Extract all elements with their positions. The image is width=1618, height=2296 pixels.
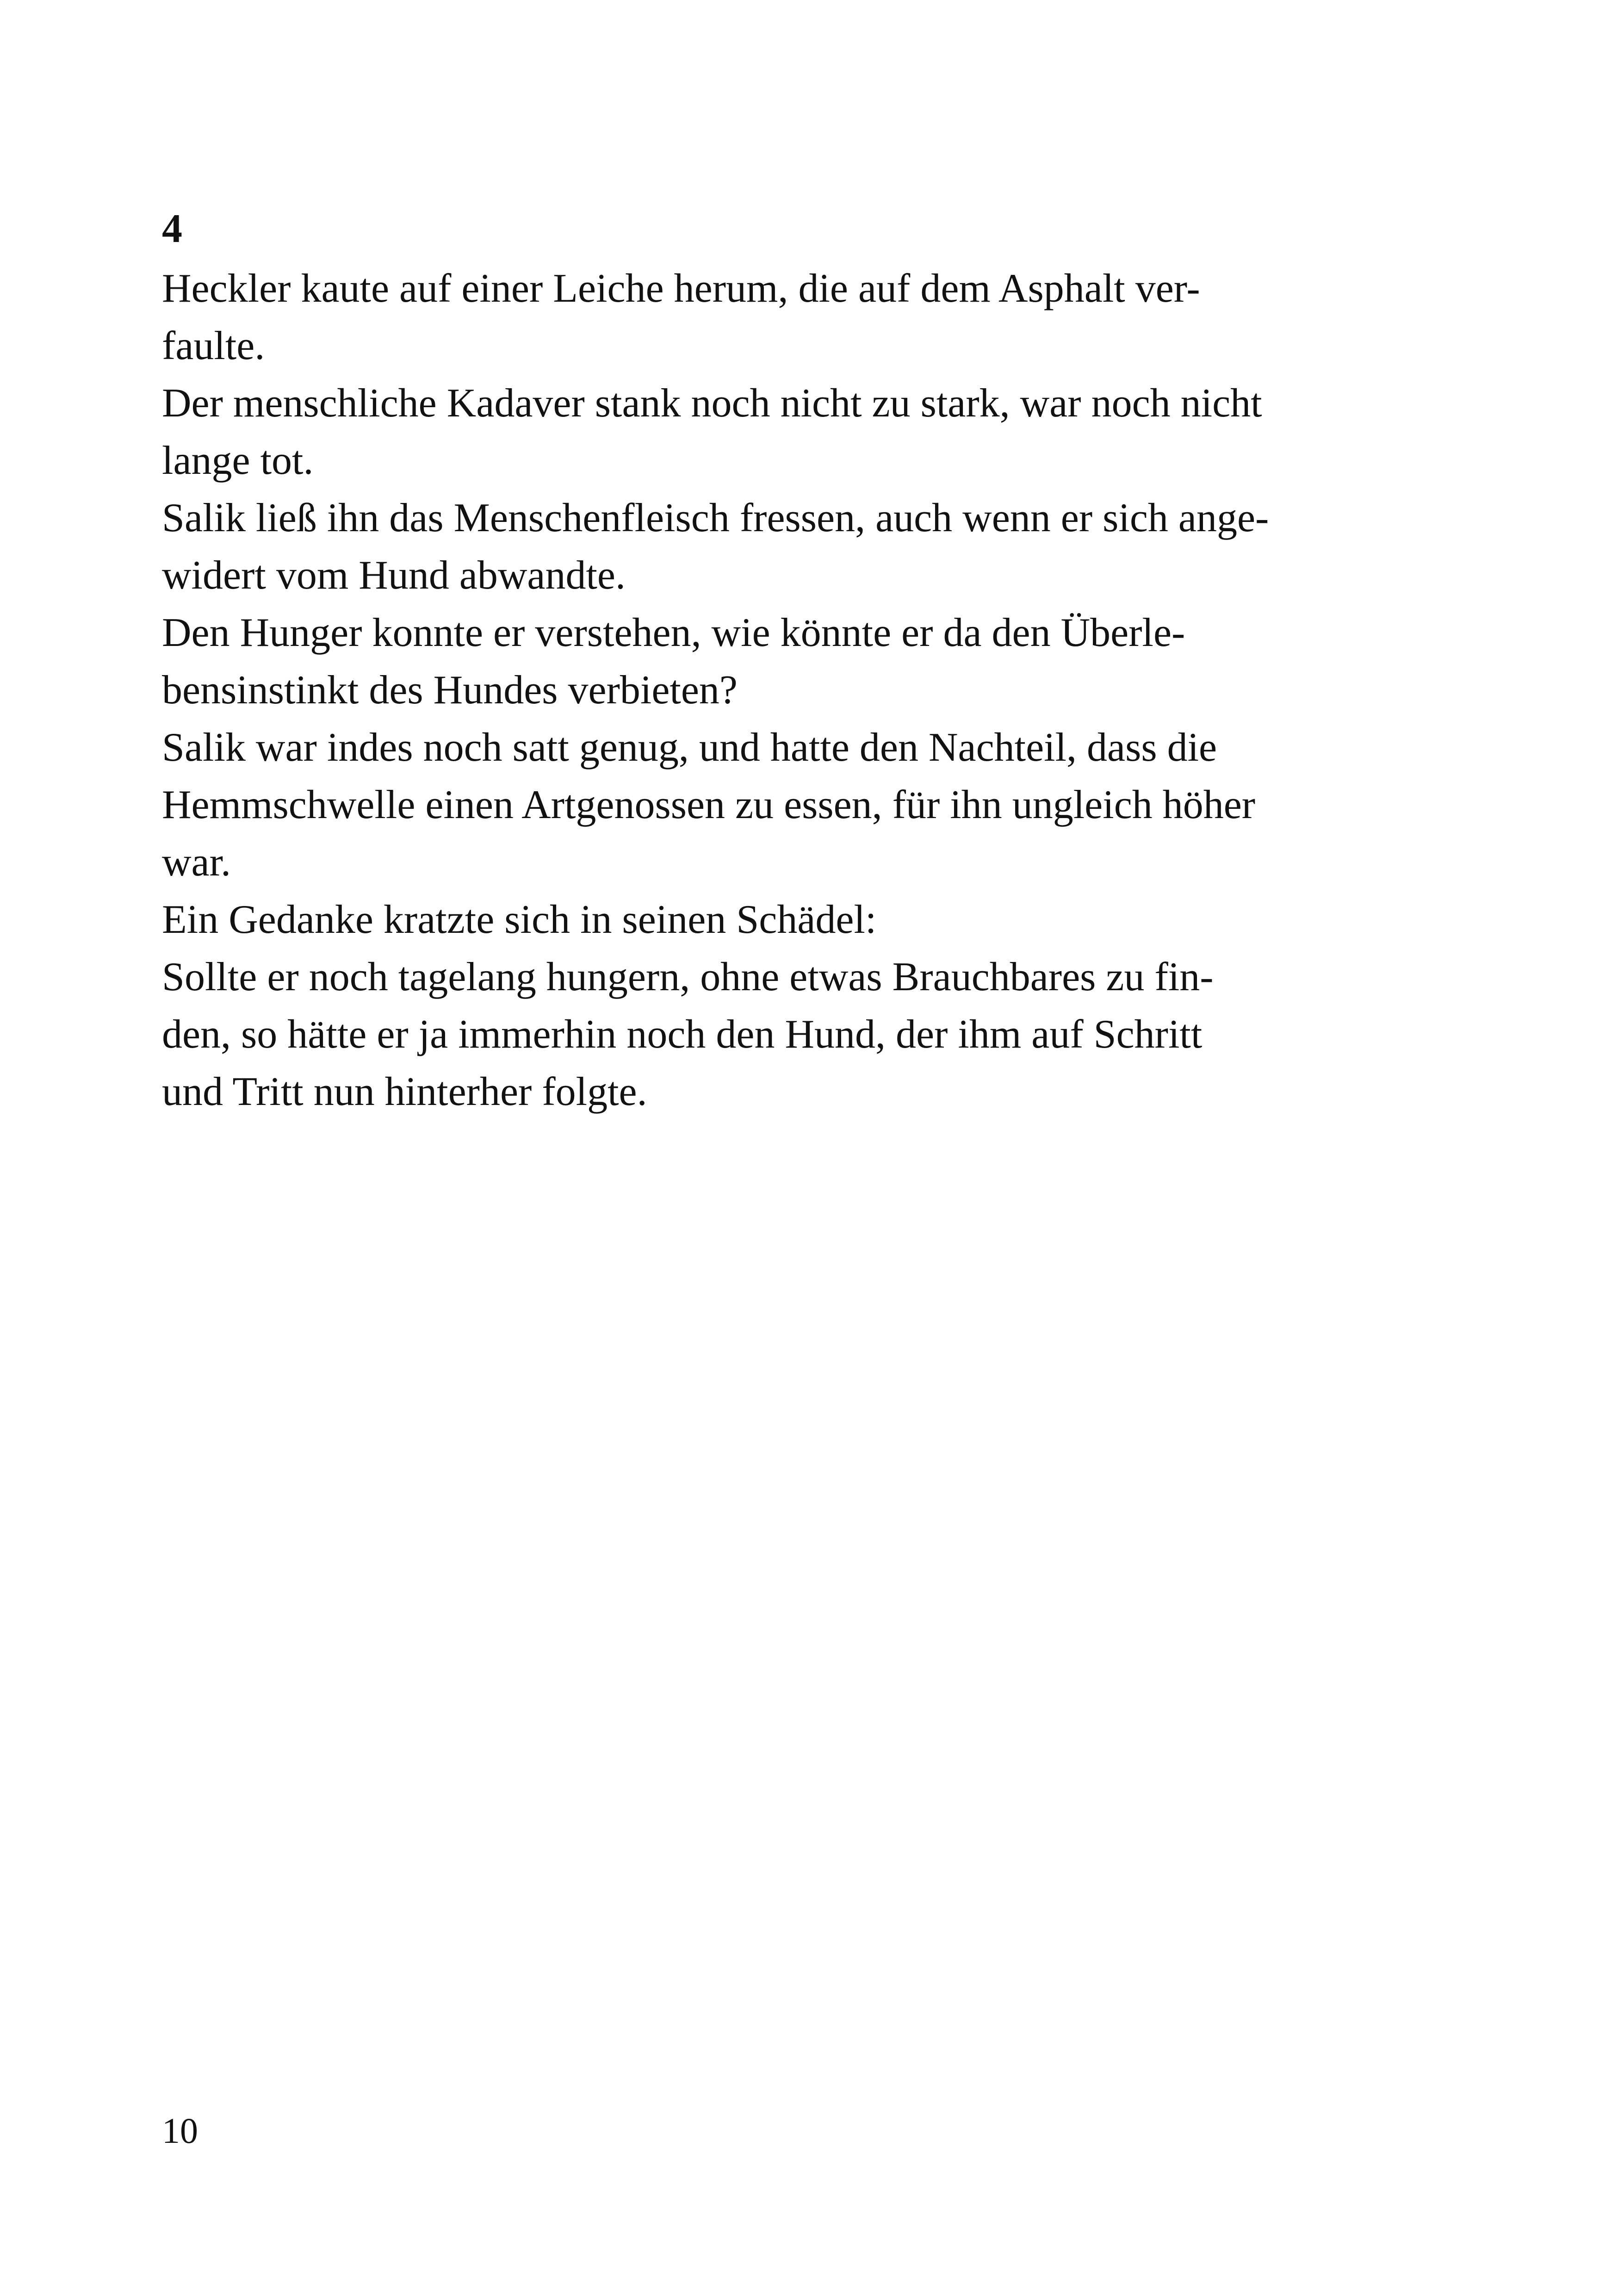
text-line: Heckler kaute auf einer Leiche herum, die auf dem Asphalt ver- <box>162 266 1200 311</box>
text-line: und Tritt nun hinterher folgte. <box>162 1069 647 1114</box>
text-line: den, so hätte er ja immerhin noch den Hund, der ihm auf Schritt <box>162 1012 1203 1057</box>
text-line: Salik war indes noch satt genug, und hatte den Nachteil, dass die <box>162 725 1217 770</box>
text-line: Salik ließ ihn das Menschenfleisch fressen, auch wenn er sich ange- <box>162 496 1269 540</box>
text-line: bensinstinkt des Hundes verbieten? <box>162 668 738 713</box>
text-line: lange tot. <box>162 438 314 483</box>
chapter-number: 4 <box>162 206 182 251</box>
text-line: Ein Gedanke kratzte sich in seinen Schädel: <box>162 897 877 942</box>
text-line: Den Hunger konnte er verstehen, wie könnte er da den Überle- <box>162 610 1185 655</box>
text-line: war. <box>162 840 231 885</box>
text-line: Der menschliche Kadaver stank noch nicht zu stark, war noch nicht <box>162 381 1262 426</box>
text-line: widert vom Hund abwandte. <box>162 553 626 598</box>
text-line: faulte. <box>162 323 265 368</box>
page-number: 10 <box>162 2110 198 2151</box>
text-line: Hemmschwelle einen Artgenossen zu essen, für ihn ungleich höher <box>162 782 1256 827</box>
body-text <box>162 260 1457 1121</box>
text-line: Sollte er noch tagelang hungern, ohne etwas Brauchbares zu fin- <box>162 955 1214 999</box>
